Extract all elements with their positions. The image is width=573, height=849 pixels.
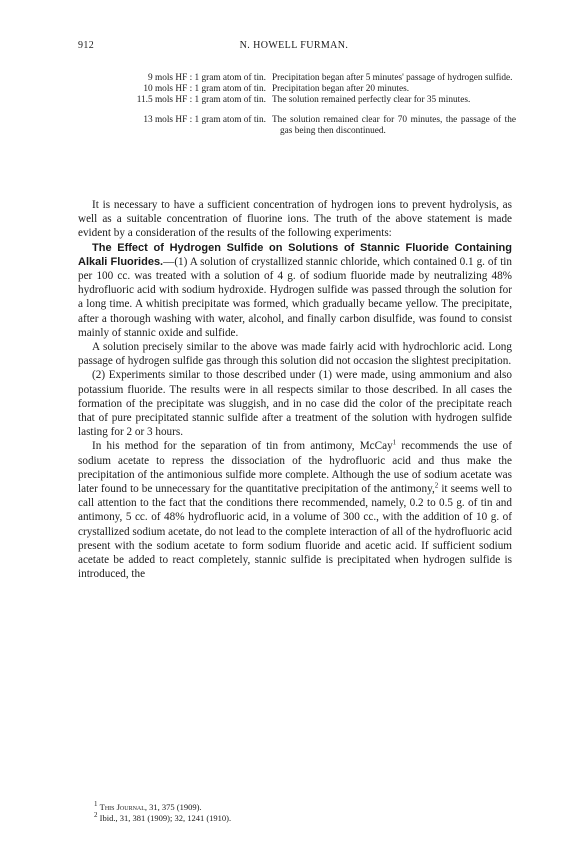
table-row	[78, 73, 516, 84]
footnote	[78, 810, 512, 824]
page-number: 912	[78, 40, 95, 51]
running-head-author: N. HOWELL FURMAN.	[239, 40, 349, 51]
footnote-mark: 1	[94, 800, 98, 809]
footnote-mark: 2	[94, 810, 98, 819]
table-observation: Precipitation began after 20 minutes.	[272, 84, 410, 95]
running-head	[78, 40, 510, 54]
footnote-ref-2[interactable]: 2	[434, 481, 439, 490]
table-ratio: 9 mols HF : 1 gram atom of tin.	[147, 73, 266, 83]
table-row	[78, 84, 516, 95]
paragraph-experiment-1-text: —(1) A solution of crystallized stannic chloride, which contained 0.1 g. of tin per 100 cc. was treated with a solution of 4 g. of sodium fluoride made by neutralizing 48% hydrofluoric acid with sodium hydroxide. Hydrogen sulfide was passed through the solution for a long time. A whitish precipitate was formed, which gradually became yellow. The precipitate, after a thorough washing with water, alcohol, and finally carbon disulfide, was found to consist mainly of stannic oxide and sulfide.	[78, 255, 513, 339]
paragraph-hydrogen-ions: It is necessary to have a sufficient concentration of hydrogen ions to prevent hydrolysis, as well as a suitable concentration of fluorine ions. The truth of the above statement is made evident by a consideration of the results of the following experiments:	[78, 199, 512, 240]
table-ratio: 10 mols HF : 1 gram atom of tin.	[143, 84, 266, 95]
table-observation: The solution remained clear for 70 minutes, the passage of the gas being then discontinued.	[272, 114, 516, 136]
mccay-text-a: In his method for the separation of tin from antimony, McCay	[92, 440, 393, 453]
footnote	[78, 802, 512, 813]
paragraph-experiment-2: (2) Experiments similar to those described under (1) were made, using ammonium and also potassium fluoride. The results were in all respects similar to those described. In all cases the formation of the precipitate was sluggish, and in no case did the color of the precipitate reach that of pure precipitated stannic sulfide after a treatment of the solution with hydrogen sulfide lasting for 2 or 3 hours.	[78, 369, 512, 439]
results-table	[78, 73, 516, 137]
table-row	[78, 95, 516, 106]
paragraph-hydrochloric: A solution precisely similar to the above was made fairly acid with hydrochloric acid. Long passage of hydrogen sulfide gas through this solution did not occasion the slightest precipitation.	[78, 341, 512, 368]
mccay-text-c: it seems well to call attention to the fact that the conditions there recommended, namely, 0.2 to 0.5 g. of tin and antimony, 5 cc. of 48% hydrofluoric acid, in a volume of 300 cc., with the addition of 10 g. of crystallized sodium acetate, do not lead to the complete interaction of all of the hydrofluoric acid present with the sodium acetate to form sodium fluoride and acetic acid. If sufficient sodium acetate be added to react completely, stannic sulfide is precipitated when hydrogen sulfide is introduced, the	[78, 483, 512, 581]
paragraph-mccay	[78, 439, 512, 581]
mccay-text-b: recommends the use of sodium acetate to repress the dissociation of the hydrofluoric acid and thus make the precipitation of the antimonious sulfide more complete. Although the use of sodium acetate was later found to be unnecessary for the quantitative precipitation of the antimony,	[78, 440, 512, 496]
section-heading: The Effect of Hydrogen Sulfide on Solutions of Stannic Fluoride Containing Alkali Fluorides.	[78, 241, 512, 268]
table-observation: Precipitation began after 5 minutes' passage of hydrogen sulfide.	[272, 73, 513, 83]
table-observation: The solution remained perfectly clear for 35 minutes.	[272, 95, 471, 106]
footnotes	[78, 802, 512, 823]
footnote-ref-1[interactable]: 1	[392, 438, 397, 447]
paragraph-experiment-1	[78, 241, 512, 340]
body-text	[78, 198, 512, 581]
table-row	[78, 115, 516, 137]
footnote-text: Ibid., 31, 381 (1909); 32, 1241 (1910).	[99, 812, 232, 823]
table-ratio: 11.5 mols HF : 1 gram atom of tin.	[136, 95, 266, 106]
footnote-text: This Journal, 31, 375 (1909).	[99, 802, 202, 812]
table-ratio: 13 mols HF : 1 gram atom of tin.	[143, 114, 266, 125]
